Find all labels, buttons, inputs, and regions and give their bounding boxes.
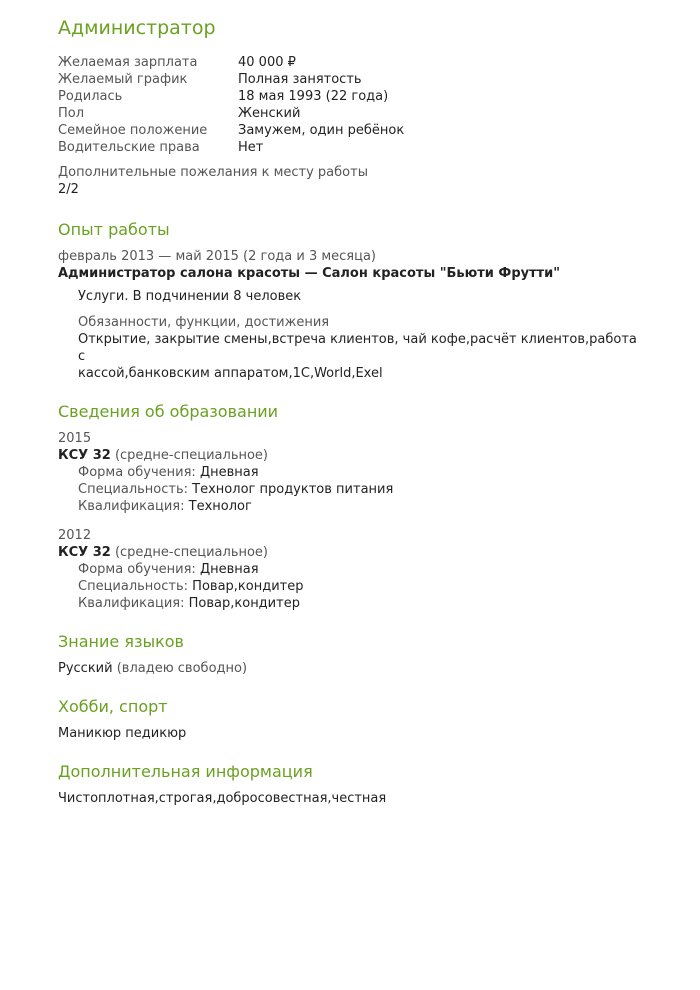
education-name: КСУ 32: [58, 448, 111, 463]
education-qualification-label: Квалификация:: [78, 499, 185, 514]
language-level: (владею свободно): [116, 661, 248, 676]
experience-heading: Опыт работы: [58, 220, 170, 239]
info-value-license: Нет: [238, 140, 264, 155]
education-form-value: Дневная: [199, 465, 259, 480]
education-institution: [58, 544, 642, 561]
info-label-gender: Пол: [58, 106, 85, 121]
education-specialty-label: Специальность:: [78, 482, 189, 497]
education-type: (средне-специальное): [114, 448, 269, 463]
education-specialty-value: Технолог продуктов питания: [192, 482, 394, 497]
experience-section: [58, 220, 642, 382]
education-type: (средне-специальное): [114, 545, 269, 560]
education-form-label: Форма обучения:: [78, 562, 196, 577]
education-year: 2012: [58, 528, 92, 543]
info-label-license: Водительские права: [58, 140, 200, 155]
info-value-birth: 18 мая 1993 (22 года): [238, 89, 389, 104]
language-item: [58, 660, 642, 677]
hobbies-text: Маникюр педикюр: [58, 726, 187, 741]
education-heading: Сведения об образовании: [58, 402, 279, 421]
education-name: КСУ 32: [58, 545, 111, 560]
experience-period: февраль 2013 — май 2015 (2 года и 3 месяца): [58, 249, 377, 264]
education-form: [58, 464, 642, 481]
hobbies-heading: Хобби, спорт: [58, 697, 168, 716]
education-entry: [58, 430, 642, 515]
languages-section: [58, 632, 642, 677]
personal-info-table: [58, 54, 642, 156]
education-form-label: Форма обучения:: [78, 465, 196, 480]
work-wishes-value: 2/2: [58, 182, 79, 197]
additional-heading: Дополнительная информация: [58, 762, 313, 781]
experience-duties-line: Открытие, закрытие смены,встреча клиентов, чай кофе,расчёт клиентов,работа с: [78, 332, 637, 364]
education-section: [58, 402, 642, 612]
education-qualification: [58, 595, 642, 612]
education-qualification-label: Квалификация:: [78, 596, 185, 611]
experience-duties-label: Обязанности, функции, достижения: [78, 315, 330, 330]
education-specialty: [58, 481, 642, 498]
education-specialty-label: Специальность:: [78, 579, 189, 594]
education-specialty-value: Повар,кондитер: [192, 579, 304, 594]
info-label-schedule: Желаемый график: [58, 72, 188, 87]
info-value-salary: 40 000 ₽: [238, 55, 296, 70]
education-specialty: [58, 578, 642, 595]
hobbies-section: [58, 697, 642, 742]
info-value-family: Замужем, один ребёнок: [238, 123, 405, 138]
experience-duties: [58, 331, 642, 382]
additional-section: [58, 762, 642, 807]
work-wishes-label: Дополнительные пожелания к месту работы: [58, 165, 368, 180]
info-label-birth: Родилась: [58, 89, 123, 104]
info-value-gender: Женский: [238, 106, 301, 121]
experience-duties-line: кассой,банковским аппаратом,1С,World,Exel: [78, 366, 383, 381]
info-label-family: Семейное положение: [58, 123, 208, 138]
education-entry: [58, 527, 642, 612]
education-qualification: [58, 498, 642, 515]
experience-description: Услуги. В подчинении 8 человек: [78, 289, 302, 304]
additional-text: Чистоплотная,строгая,добросовестная,честная: [58, 791, 387, 806]
languages-heading: Знание языков: [58, 632, 184, 651]
education-form-value: Дневная: [199, 562, 259, 577]
info-label-salary: Желаемая зарплата: [58, 55, 198, 70]
language-name: Русский: [58, 661, 113, 676]
education-institution: [58, 447, 642, 464]
info-value-schedule: Полная занятость: [238, 72, 362, 87]
education-year: 2015: [58, 431, 92, 446]
resume-position-title: Администратор: [58, 17, 216, 39]
education-form: [58, 561, 642, 578]
work-wishes: [58, 164, 642, 198]
education-qualification-value: Технолог: [188, 499, 252, 514]
education-qualification-value: Повар,кондитер: [188, 596, 300, 611]
experience-title: Администратор салона красоты — Салон красоты "Бьюти Фрутти": [58, 266, 561, 281]
